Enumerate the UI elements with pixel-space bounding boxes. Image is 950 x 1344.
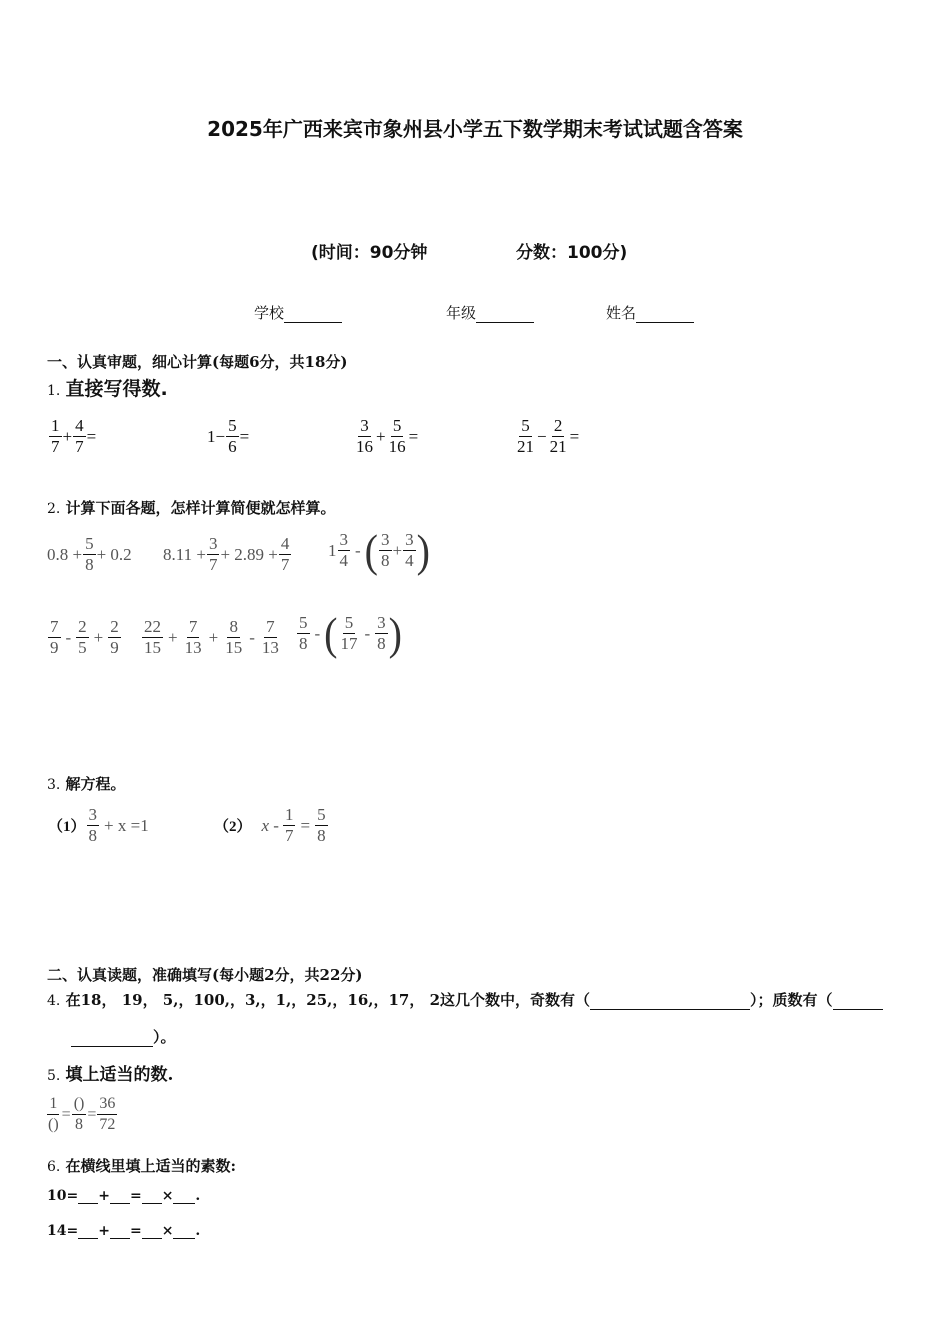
question-number: 2. (47, 501, 61, 517)
page-title: 2025年广西来宾市象州县小学五下数学期末考试试题含答案 (207, 117, 743, 141)
q2-expr-6: $\frac{5}{8}$ - ( $\frac{5}{17}$ - $\frac{3}{8}$ ) (299, 607, 402, 659)
question-text-3: ）。 (153, 1028, 176, 1046)
q6-blank[interactable] (142, 1189, 162, 1204)
question-text: 在18， 19， 5,，100,，3,，1,，25,，16,，17， 2这几个数中，奇数有（ (65, 991, 591, 1009)
question-text: 在横线里填上适当的素数: (65, 1157, 236, 1175)
prime-numbers-blank[interactable] (833, 995, 883, 1010)
question-2 (47, 497, 335, 518)
section1-heading: 一、认真审题，细心计算(每题6分，共18分) (47, 353, 348, 371)
school-field (254, 302, 342, 323)
q2-expr-2: 8.11 + $\frac{3}{7}$ + 2.89 + $\frac{4}{7}$ (163, 534, 290, 574)
prime-numbers-blank-cont[interactable] (71, 1032, 153, 1047)
exam-time: (时间：90分钟 (311, 243, 428, 263)
name-label: 姓名 (606, 304, 637, 322)
question-1 (47, 374, 168, 401)
question-text: 解方程。 (65, 775, 126, 793)
q6-blank[interactable] (78, 1189, 98, 1204)
question-number: 5. (47, 1068, 61, 1084)
exam-score: 分数：100分) (516, 243, 628, 263)
q6-blank[interactable] (173, 1224, 195, 1239)
q6-blank[interactable] (142, 1224, 162, 1239)
question-4 (47, 989, 883, 1010)
q6-blank[interactable] (110, 1189, 130, 1204)
q6-blank[interactable] (173, 1189, 195, 1204)
question-number: 3. (47, 777, 61, 793)
q2-expr-4: $\frac{7}{9}$ - $\frac{2}{5}$ + $\frac{2}{9}$ (50, 617, 119, 657)
question-number: 1. (47, 383, 61, 399)
question-text: 填上适当的数. (65, 1065, 174, 1085)
q5-blank-1[interactable]: () (48, 1116, 59, 1133)
q1-item-1: $\frac{1}{7}$ + $\frac{4}{7}$ = (51, 416, 97, 456)
q2-expr-3: 1 $\frac{3}{4}$ - ( $\frac{3}{8}$ + $\frac{3}{4}$ ) (328, 524, 430, 576)
q2-expr-5: $\frac{22}{15}$ + $\frac{7}{13}$ + $\frac{8}{15}$ - $\frac{7}{13}$ (144, 617, 279, 657)
q5-expression: $\frac{1}{()}$ = $\frac{()}{8}$ = $\frac{36}{72}$ (48, 1095, 116, 1133)
name-field (606, 302, 694, 323)
q6-blank[interactable] (110, 1224, 130, 1239)
grade-field (446, 302, 534, 323)
question-3 (47, 773, 125, 794)
q6-line-1: 10= + = × . (47, 1188, 201, 1204)
question-4-continued (71, 1026, 176, 1047)
name-blank[interactable] (636, 308, 694, 323)
q6-line-2: 14= + = × . (47, 1223, 201, 1239)
question-text: 直接写得数. (65, 378, 168, 400)
q1-item-2: 1 − $\frac{5}{6}$ = (207, 416, 250, 456)
q6-blank[interactable] (78, 1224, 98, 1239)
question-number: 6. (47, 1159, 61, 1175)
school-label: 学校 (254, 304, 285, 322)
section2-heading: 二、认真读题，准确填写(每小题2分，共22分) (47, 966, 363, 984)
grade-label: 年级 (446, 304, 477, 322)
q2-expr-1: 0.8 + $\frac{5}{8}$ + 0.2 (47, 534, 132, 574)
question-number: 4. (47, 993, 61, 1009)
question-text-2: ）；质数有（ (750, 991, 833, 1009)
question-6 (47, 1155, 236, 1176)
q3-equation-1: （1） $\frac{3}{8}$ + x =1 (48, 805, 149, 845)
q1-item-4: $\frac{5}{21}$ − $\frac{2}{21}$ = (517, 416, 580, 456)
q5-blank-2[interactable]: () (72, 1094, 87, 1115)
grade-blank[interactable] (476, 308, 534, 323)
q1-item-3: $\frac{3}{16}$ + $\frac{5}{16}$ = (356, 416, 419, 456)
question-text: 计算下面各题，怎样计算简便就怎样算。 (65, 499, 336, 517)
question-5 (47, 1060, 173, 1085)
school-blank[interactable] (284, 308, 342, 323)
odd-numbers-blank[interactable] (590, 995, 750, 1010)
q3-equation-2: （2） x - $\frac{1}{7}$ = $\frac{5}{8}$ (214, 805, 326, 845)
